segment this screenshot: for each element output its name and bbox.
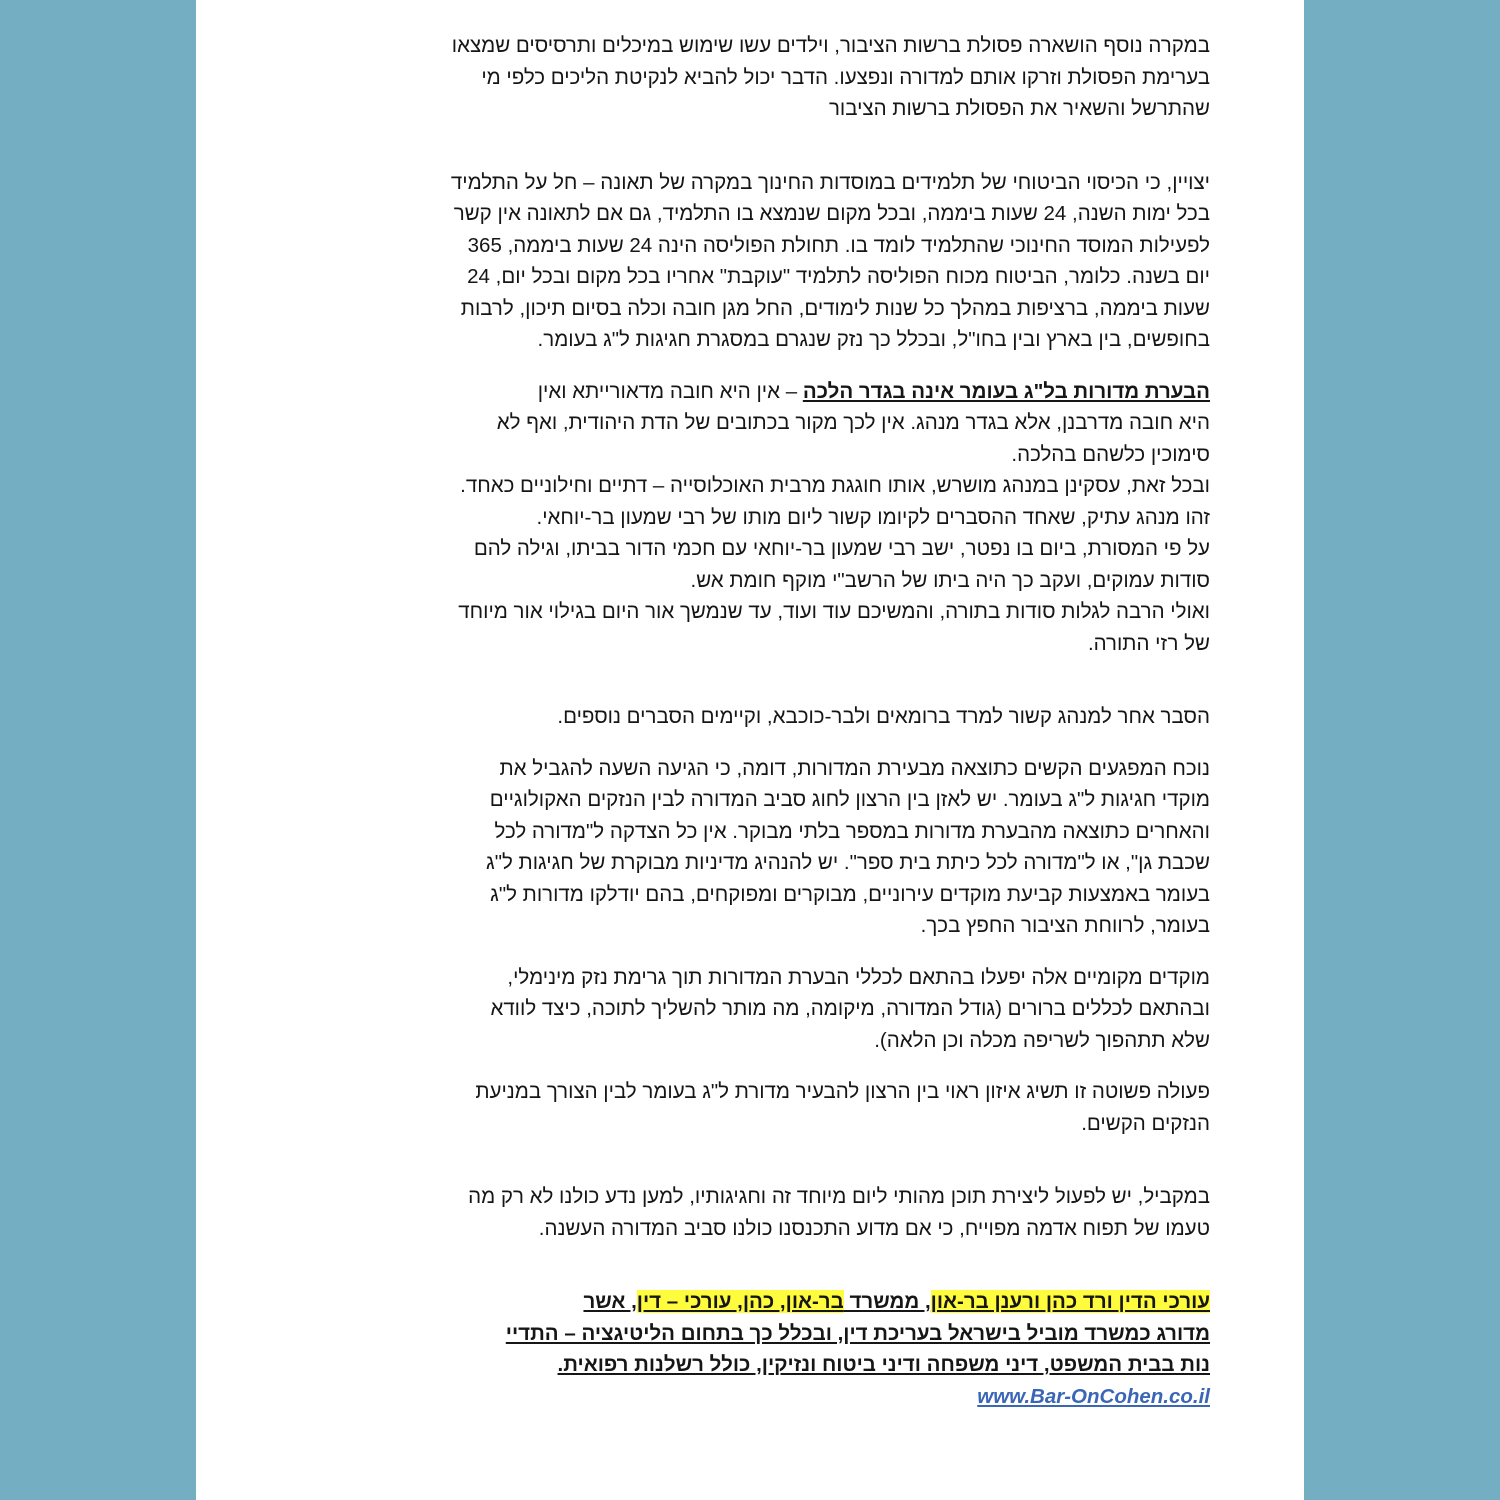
- text-line: בכל ימות השנה, 24 שעות ביממה, ובכל מקום שנמצא בו התלמיד, גם אם לתאונה אין קשר: [453, 202, 1210, 225]
- paragraph-1: [304, 30, 1210, 125]
- paragraph-6: [304, 962, 1210, 1057]
- text-line: לפעילות המוסד החינוכי שהתלמיד לומד בו. תחולת הפוליסה הינה 24 שעות ביממה, 365: [467, 233, 1210, 257]
- text-line: סודות עמוקים, ועקב כך היה ביתו של הרשב"י מוקף חומת אש.: [690, 568, 1210, 592]
- text-fragment: , אשר: [583, 1290, 637, 1313]
- text-fragment: – אין היא חובה מדאורייתא ואין: [537, 379, 803, 403]
- paragraph-2: [304, 167, 1210, 356]
- highlighted-firm-name: בר-און, כהן, עורכי – דין: [636, 1290, 844, 1313]
- section-heading: הבערת מדורות בל"ג בעומר אינה בגדר הלכה: [802, 379, 1210, 403]
- text-line: בחופשים, בין בארץ ובין בחו"ל, ובכלל כך נזק שנגרם במסגרת חגיגות ל"ג בעומר.: [537, 328, 1210, 351]
- text-line: נוכח המפגעים הקשים כתוצאה מבעירת המדורות, דומה, כי הגיעה השעה להגביל את: [499, 756, 1210, 780]
- text-line: ואולי הרבה לגלות סודות בתורה, והמשיכם עוד ועוד, עד שנמשך אור היום בגילוי אור מיוחד: [458, 600, 1210, 623]
- text-line: הסבר אחר למנהג קשור למרד ברומאים ולבר-כוכבא, וקיימים הסברים נוספים.: [557, 705, 1210, 728]
- text-line: על פי המסורת, ביום בו נפטר, ישב רבי שמעון בר-יוחאי עם חכמי הדור בביתו, וגילה להם: [473, 537, 1210, 560]
- text-line: סימוכין כלשהם בהלכה.: [1011, 442, 1210, 466]
- text-line: זהו מנהג עתיק, שאחד ההסברים לקיומו קשור ליום מותו של רבי שמעון בר-יוחאי.: [536, 505, 1210, 529]
- text-line: יצויין, כי הכיסוי הביטוחי של תלמידים במוסדות החינוך במקרה של תאונה – חל על התלמיד: [450, 170, 1210, 194]
- text-line: והאחרים כתוצאה מהבערת מדורות במספר בלתי מבוקר. אין כל הצדקה ל"מדורה לכל: [494, 819, 1210, 843]
- text-line: שהתרשל והשאיר את הפסולת ברשות הציבור: [828, 97, 1210, 120]
- text-line: מוקדים מקומיים אלה יפעלו בהתאם לכללי הבערת המדורות תוך גרימת נזק מינימלי,: [507, 965, 1210, 989]
- text-line: בעומר באמצעות קביעת מוקדים עירוניים, מבוקרים ומפוקחים, בהם יודלקו מדורות ל"ג: [490, 882, 1210, 906]
- text-line: היא חובה מדרבנן, אלא בגדר מנהג. אין לכך מקור בכתובים של הדת היהודית, ואף לא: [496, 411, 1210, 434]
- paragraph-4: [304, 701, 1210, 733]
- text-line: שעות ביממה, ברציפות במהלך כל שנות לימודים, החל מגן חובה וכלה בסיום תיכון, לרבות: [460, 296, 1210, 320]
- text-line: יום בשנה. כלומר, הביטוח מכוח הפוליסה לתלמיד "עוקבת" אחריו בכל מקום ובכל יום, 24: [467, 265, 1210, 288]
- signature-line: [304, 1286, 1210, 1318]
- text-line: פעולה פשוטה זו תשיג איזון ראוי בין הרצון להבעיר מדורת ל"ג בעומר לבין הצורך במניעת: [475, 1080, 1210, 1103]
- text-line: של רזי התורה.: [1087, 631, 1210, 655]
- signature-block: [304, 1286, 1210, 1412]
- signature-line: מדורג כמשרד מוביל בישראל בעריכת דין, ובכלל כך בתחום הליטיגציה – התדיי: [505, 1321, 1210, 1345]
- text-line: במקרה נוסף הושארה פסולת ברשות הציבור, וילדים עשו שימוש במיכלים ותרסיסים שמצאו: [451, 34, 1210, 57]
- text-line: בעומר, לרווחת הציבור החפץ בכך.: [920, 914, 1210, 937]
- text-line: במקביל, יש לפעול ליצירת תוכן מהותי ליום מיוחד זה וחגיגותיו, למען נדע כולנו לא רק מה: [468, 1185, 1210, 1208]
- paragraph-8: [304, 1181, 1210, 1244]
- highlighted-names: עורכי הדין ורד כהן ורענן בר-און: [930, 1290, 1210, 1313]
- website-link[interactable]: www.Bar-OnCohen.co.il: [977, 1384, 1210, 1408]
- text-line: טעמו של תפוח אדמה מפוייח, כי אם מדוע התכנסנו כולנו סביב המדורה העשנה.: [538, 1216, 1210, 1240]
- text-line: ובכל זאת, עסקינן במנהג מושרש, אותו חוגגת מרבית האוכלוסייה – דתיים וחילוניים כאחד.: [460, 474, 1210, 497]
- paragraph-5: [304, 753, 1210, 942]
- text-line: שכבת גן", או ל"מדורה לכל כיתת בית ספר". יש להנהיג מדיניות מבוקרת של חגיגות ל"ג: [486, 851, 1210, 874]
- text-line: בערימת הפסולת וזרקו אותם למדורה ונפצעו. הדבר יכול להביא לנקיטת הליכים כלפי מי: [481, 65, 1210, 89]
- text-line: ובהתאם לכללים ברורים (גודל המדורה, מיקומה, מה מותר להשליך לתוכה, כיצד לוודא: [490, 997, 1210, 1020]
- document-page: [196, 0, 1304, 1500]
- paragraph-7: [304, 1076, 1210, 1139]
- signature-line: נות בבית המשפט, דיני משפחה ודיני ביטוח ונזיקין, כולל רשלנות רפואית.: [557, 1353, 1210, 1376]
- text-line: שלא תתהפוך לשריפה מכלה וכן הלאה).: [874, 1028, 1210, 1052]
- document-body: [304, 30, 1210, 1432]
- text-fragment: , ממשרד: [843, 1290, 931, 1313]
- text-line: הנזקים הקשים.: [1081, 1111, 1210, 1135]
- paragraph-3: [304, 376, 1210, 660]
- text-line: [304, 376, 1210, 408]
- text-line: מוקדי חגיגות ל"ג בעומר. יש לאזן בין הרצון לחוג סביב המדורה לבין הנזקים האקולוגיים: [489, 788, 1210, 811]
